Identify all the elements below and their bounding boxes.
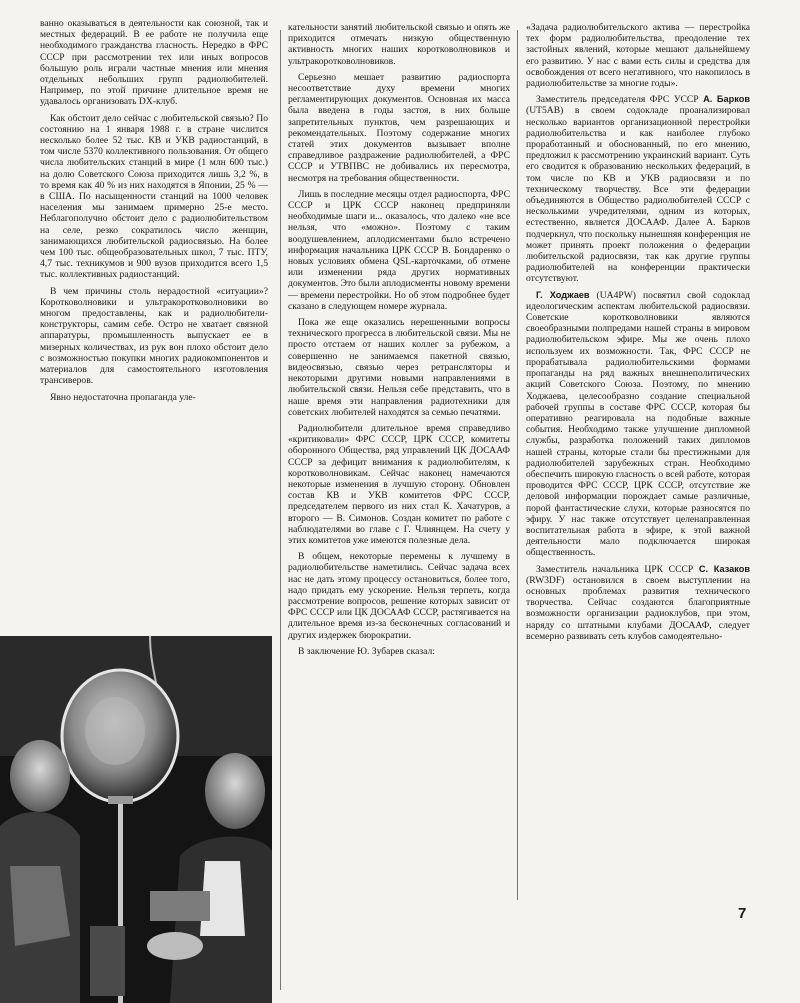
col3-p4-body: остановился в своем выступлении на основных проблемах развития технического творчества. Сейчас создаются благоприятные возможности организации радиоклубов, при этом, наряду со штатными клубами ДОСААФ, следует всемерно развивать сеть клубов самодеятельно- xyxy=(526,574,750,642)
callsign-kazakov: (RW3DF) xyxy=(526,574,565,586)
article-column-1 xyxy=(40,18,268,408)
col2-paragraph-4: Пока же еще оказались нерешенными вопросы технического прогресса в любительской связи. Мы не просто отстаем от наших коллег за рубежом, а совершенно не занимаемся пакетной связью, видеосвязью, связью через ретрансляторы и некоторыми другими новыми направлениями в любительской связи. Нельзя себе представить, что в наше время эти направления радиотехники для советских любителей находятся за семью печатями. xyxy=(288,317,510,418)
callsign-barkov: (UT5AB) xyxy=(526,105,564,117)
article-column-2 xyxy=(288,22,510,662)
speaker-name-kazakov: С. Казаков xyxy=(698,563,750,574)
col2-paragraph-2: Серьезно мешает развитию радиоспорта несоответствие духу времени многих регламентирующих документов. Основная их масса была введена в годы застоя, в них больше запретительных пунктов, чем разрешающих и рекомендательных. Поэтому содержание многих статей этих документов вызывает вполне справедливое раздражение радиолюбителей, а ФРС СССР и УТВПВС не добивались их пересмотра, несмотря на требования общественности. xyxy=(288,71,510,184)
col3-p2-body: в своем содокладе проанализировал несколько вариантов организационной перестройки радиолюбительства и как наиболее глубоко проработанный и обоснованный, по его мнению, предложил к рассмотрению украинский вариант. Суть его сводится к образованию нескольких федераций, в том числе по КВ и УКВ радиосвязи и по техническому творчеству. Все эти федерации объединяются в Общество радиолюбителей СССР с несколькими учредителями, одним из которых, естественно, является ДОСААФ. Далее А. Барков подчеркнул, что поскольку нынешняя конференция не может принять проект положения о федерации любительской радиосвязи, так как другие группы радиолюбителей на конференции практически отсутствуют. xyxy=(526,105,750,285)
page-number: 7 xyxy=(738,905,747,922)
col3-paragraph-4 xyxy=(526,564,750,642)
col2-paragraph-3: Лишь в последние месяцы отдел радиоспорта, ФРС СССР и ЦРК СССР наконец предприняли необходимые шаги и... оказалось, что далеко «не все нельзя, что «можно». Поэтому с таким воодушевлением, аплодисментами было встречено информация начальника ЦРК СССР В. Бондаренко о новых условиях обмена QSL-карточками, об отмене или изменении ряда других нормативных документов. Это были аплодисменты новому времени — времени перестройки. Но об этом подробнее будет сказано в следующем номере журнала. xyxy=(288,188,510,312)
col2-paragraph-7: В заключение Ю. Зубарев сказал: xyxy=(298,645,435,657)
col3-p4-intro: Заместитель начальника ЦРК СССР xyxy=(536,563,699,575)
col3-paragraph-1: «Задача радиолюбительского актива — перестройка тех форм радиолюбительства, преодоление тех застойных явлений, которые мешают дальнейшему его развитию. У нас с вами есть силы и средства для освобождения от всего негативного, что накопилось в радиолюбительстве за многие годы». xyxy=(526,22,750,90)
callsign-khodzhaev: (UA4PW) xyxy=(589,289,636,301)
conference-photo xyxy=(0,636,272,1003)
col2-paragraph-6: В общем, некоторые перемены к лучшему в радиолюбительстве наметились. Сейчас задача всех нас не дать этому процессу остановиться, более того, надо придать ему ускорение. Нельзя терпеть, когда рассмотрение вопросов, решение которых зависит от ФРС СССР или ЦК ДОСААФ СССР, растягивается на длительное время из-за бесконечных согласований и других издержек бюрократии. xyxy=(288,551,510,641)
col2-paragraph-5: Радиолюбители длительное время справедливо «критиковали» ФРС СССР, ЦРК СССР, комитеты оборонного Общества, ряд управлений ЦК ДОСААФ СССР за дефицит внимания к радиолюбителям, к коротковолновикам. Сейчас наконец намечаются некоторые изменения в лучшую сторону. Обновлен состав КВ и УКВ комитетов ФРС СССР, председателем первого из них стал К. Хачатуров, а второго — В. Симонов. Создан комитет по работе с наблюдателями во главе с Г. Члиянцем. На счету у этих комитетов уже имеются полезные дела. xyxy=(288,422,510,546)
speaker-name-barkov: А. Барков xyxy=(703,94,750,105)
col1-paragraph-4: Явно недостаточна пропаганда уле- xyxy=(50,391,196,403)
col1-paragraph-1: ванно оказываться в деятельности как союзной, так и местных федераций. В ее работе не получила еще необходимого гражданства гласность. Нередко в ФРС СССР при рассмотрении тех или иных вопросов большую роль играли частные мнения или мнения отдельных небольших групп радиолюбителей. Например, по этой причине длительное время не удавалось организовать DX-клуб. xyxy=(40,18,268,108)
conference-photo-illustration xyxy=(0,636,272,1003)
col3-p2-intro: Заместитель председателя ФРС УССР xyxy=(536,94,704,106)
article-column-3 xyxy=(526,22,750,647)
column-divider-1 xyxy=(280,30,281,990)
col1-paragraph-3: В чем причины столь нерадостной «ситуации»? Коротковолновики и ультракоротковолновики во многом предоставлены, как и радиолюбители-конструкторы, самим себе. Остро не хватает связной аппаратуры, промышленность выпускает ее в мизерных количествах, из рук вон плохо обстоит дело с возможностью покупки многих радиокомпонентов и материалов для самостоятельного изготовления трансиверов. xyxy=(40,285,268,387)
speaker-name-khodzhaev: Г. Ходжаев xyxy=(536,289,590,300)
col3-p3-body: посвятил свой содоклад идеологическим аспектам любительской радиосвязи. Советские коротковолновики являются своеобразными полпредами нашей страны в мировом радиолюбительском эфире. Мы же очень плохо используем их возможности. Так, ФРС СССР не прорабатывала радиолюбительскими формами пропаганды на ряд важных внешнеполитических акций Советского Союза. Поэтому, по мнению Ходжаева, целесообразно создание специальной рабочей группы в составе ФРС СССР, которая бы оперативно реагировала на подобные важные события. Необходимо также улучшение дипломной службы, разработка положений таких дипломов нашей страны, которые стали бы престижными для радиолюбителей зарубежных стран. Необходимо обеспечить широкую гласность о всей работе, которая проводится ФРС СССР, ЦРК СССР, отсутствие же деловой информации порождает самые различные, порой фантастические слухи, которые разносятся по эфиру. У нас также отсутствует целенаправленная воспитательная работа в эфире, к этой важной деятельности мало подключается широкая общественность. xyxy=(526,289,750,559)
col2-paragraph-1: кательности занятий любительской связью и опять же приходится отмечать низкую общественную активность многих наших коротковолновиков и ультракоротковолновиков. xyxy=(288,22,510,67)
col1-paragraph-2: Как обстоит дело сейчас с любительской связью? По состоянию на 1 января 1988 г. в стране числится несколько более 52 тыс. КВ и УКВ радиостанций, в том числе 5370 коллективного пользования. От общего числа любительских станций в мире (1 млн 600 тыс.) на долю Советского Союза приходится лишь 3,2 %, в то время как 40 % из них находятся в Японии, 25 % — в США. По насыщенности станций на 1000 человек населения мы занимаем примерно 25-е место. Неблагополучно обстоит дело с радиолюбительством на селе, резко сократилось число женщин, занимающихся любительской радиосвязью. На более чем 100 тыс. общеобразовательных школ, 7 тыс. ПТУ, 4,7 тыс. техникумов и 900 вузов приходится всего 1,5 тыс. коллективных радиостанций. xyxy=(40,112,268,281)
col3-paragraph-2 xyxy=(526,94,750,284)
col3-paragraph-3 xyxy=(526,290,750,559)
column-divider-2 xyxy=(517,30,518,900)
